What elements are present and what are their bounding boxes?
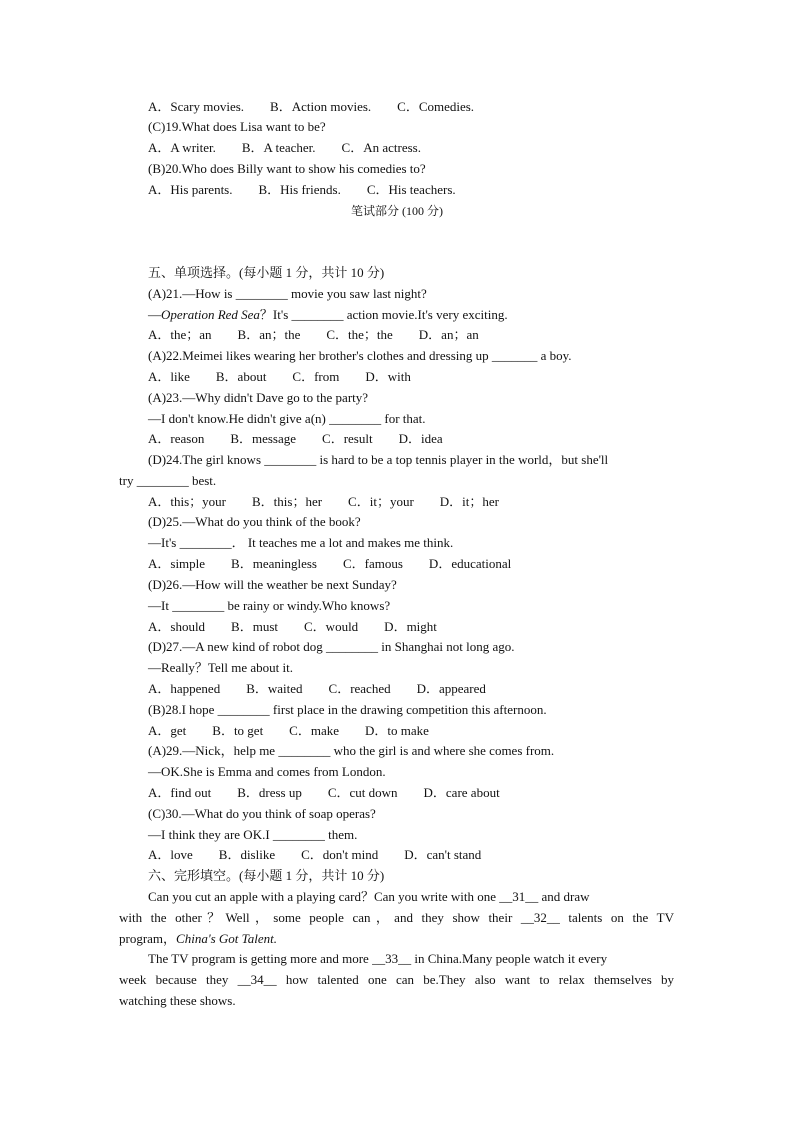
q22-options: A．like B．about C．from D．with <box>148 369 411 384</box>
section-5-heading: 五、单项选择。(每小题 1 分，共计 10 分) <box>148 265 385 280</box>
cloze-line-3 <box>119 929 277 949</box>
q30-options: A．love B．dislike C．don't mind D．can't stand <box>148 847 482 862</box>
q23-answer-line: —I don't know.He didn't give a(n) ________ for that. <box>148 411 426 426</box>
q28-question: (B)28.I hope ________ first place in the drawing competition this afternoon. <box>148 702 547 717</box>
q18-options: A．Scary movies. B．Action movies. C．Comedies. <box>148 99 475 114</box>
q20-question: (B)20.Who does Billy want to show his comedies to? <box>148 161 426 176</box>
q26-answer-line: —It ________ be rainy or windy.Who knows? <box>148 598 391 613</box>
cloze-line-2: with the other？Well，some people can，and they show their __32__ talents on the TV <box>119 910 674 925</box>
q23-question: (A)23.—Why didn't Dave go to the party? <box>148 390 369 405</box>
q19-question: (C)19.What does Lisa want to be? <box>148 119 326 134</box>
q30-question: (C)30.—What do you think of soap operas? <box>148 806 376 821</box>
q24-question-cont: try ________ best. <box>119 473 217 488</box>
q27-options: A．happened B．waited C．reached D．appeared <box>148 681 486 696</box>
q25-options: A．simple B．meaningless C．famous D．educational <box>148 556 512 571</box>
q25-question: (D)25.—What do you think of the book? <box>148 514 361 529</box>
q29-options: A．find out B．dress up C．cut down D．care about <box>148 785 500 800</box>
written-part-heading: 笔试部分 (100 分) <box>351 204 443 218</box>
q30-answer-line: —I think they are OK.I ________ them. <box>148 827 358 842</box>
q20-options: A．His parents. B．His friends. C．His teachers. <box>148 182 456 197</box>
dash: — <box>148 307 161 322</box>
q22-question: (A)22.Meimei likes wearing her brother's clothes and dressing up _______ a boy. <box>148 348 572 363</box>
cloze-line-1: Can you cut an apple with a playing card？Can you write with one __31__ and draw <box>148 889 590 904</box>
movie-title: Operation Red Sea <box>161 307 260 322</box>
q28-options: A．get B．to get C．make D．to make <box>148 723 429 738</box>
q29-question: (A)29.—Nick，help me ________ who the girl is and where she comes from. <box>148 743 555 758</box>
q21-answer-line <box>148 305 508 325</box>
q21-options: A．the；an B．an；the C．the；the D．an；an <box>148 327 479 342</box>
q26-question: (D)26.—How will the weather be next Sunday? <box>148 577 397 592</box>
q23-options: A．reason B．message C．result D．idea <box>148 431 443 446</box>
section-6-heading: 六、完形填空。(每小题 1 分，共计 10 分) <box>148 868 385 883</box>
q27-answer-line: —Really？Tell me about it. <box>148 660 293 675</box>
q19-options: A．A writer. B．A teacher. C．An actress. <box>148 140 421 155</box>
cloze-line-5: week because they __34__ how talented one can be.They also want to relax themselves by <box>119 972 674 987</box>
q21-answer-rest: ？It's ________ action movie.It's very exciting. <box>259 307 508 322</box>
cloze-line-6: watching these shows. <box>119 993 236 1008</box>
q26-options: A．should B．must C．would D．might <box>148 619 437 634</box>
q24-options: A．this；your B．this；her C．it；your D．it；her <box>148 494 499 509</box>
q21-question: (A)21.—How is ________ movie you saw last night? <box>148 286 427 301</box>
q27-question: (D)27.—A new kind of robot dog ________ in Shanghai not long ago. <box>148 639 515 654</box>
q29-answer-line: —OK.She is Emma and comes from London. <box>148 764 386 779</box>
cloze-line-4: The TV program is getting more and more __33__ in China.Many people watch it every <box>148 951 608 966</box>
show-title: China's Got Talent. <box>176 931 277 946</box>
q25-answer-line: —It's ________． It teaches me a lot and makes me think. <box>148 535 454 550</box>
q24-question: (D)24.The girl knows ________ is hard to be a top tennis player in the world，but she'll <box>148 452 609 467</box>
cloze-line-3-start: program， <box>119 931 177 946</box>
